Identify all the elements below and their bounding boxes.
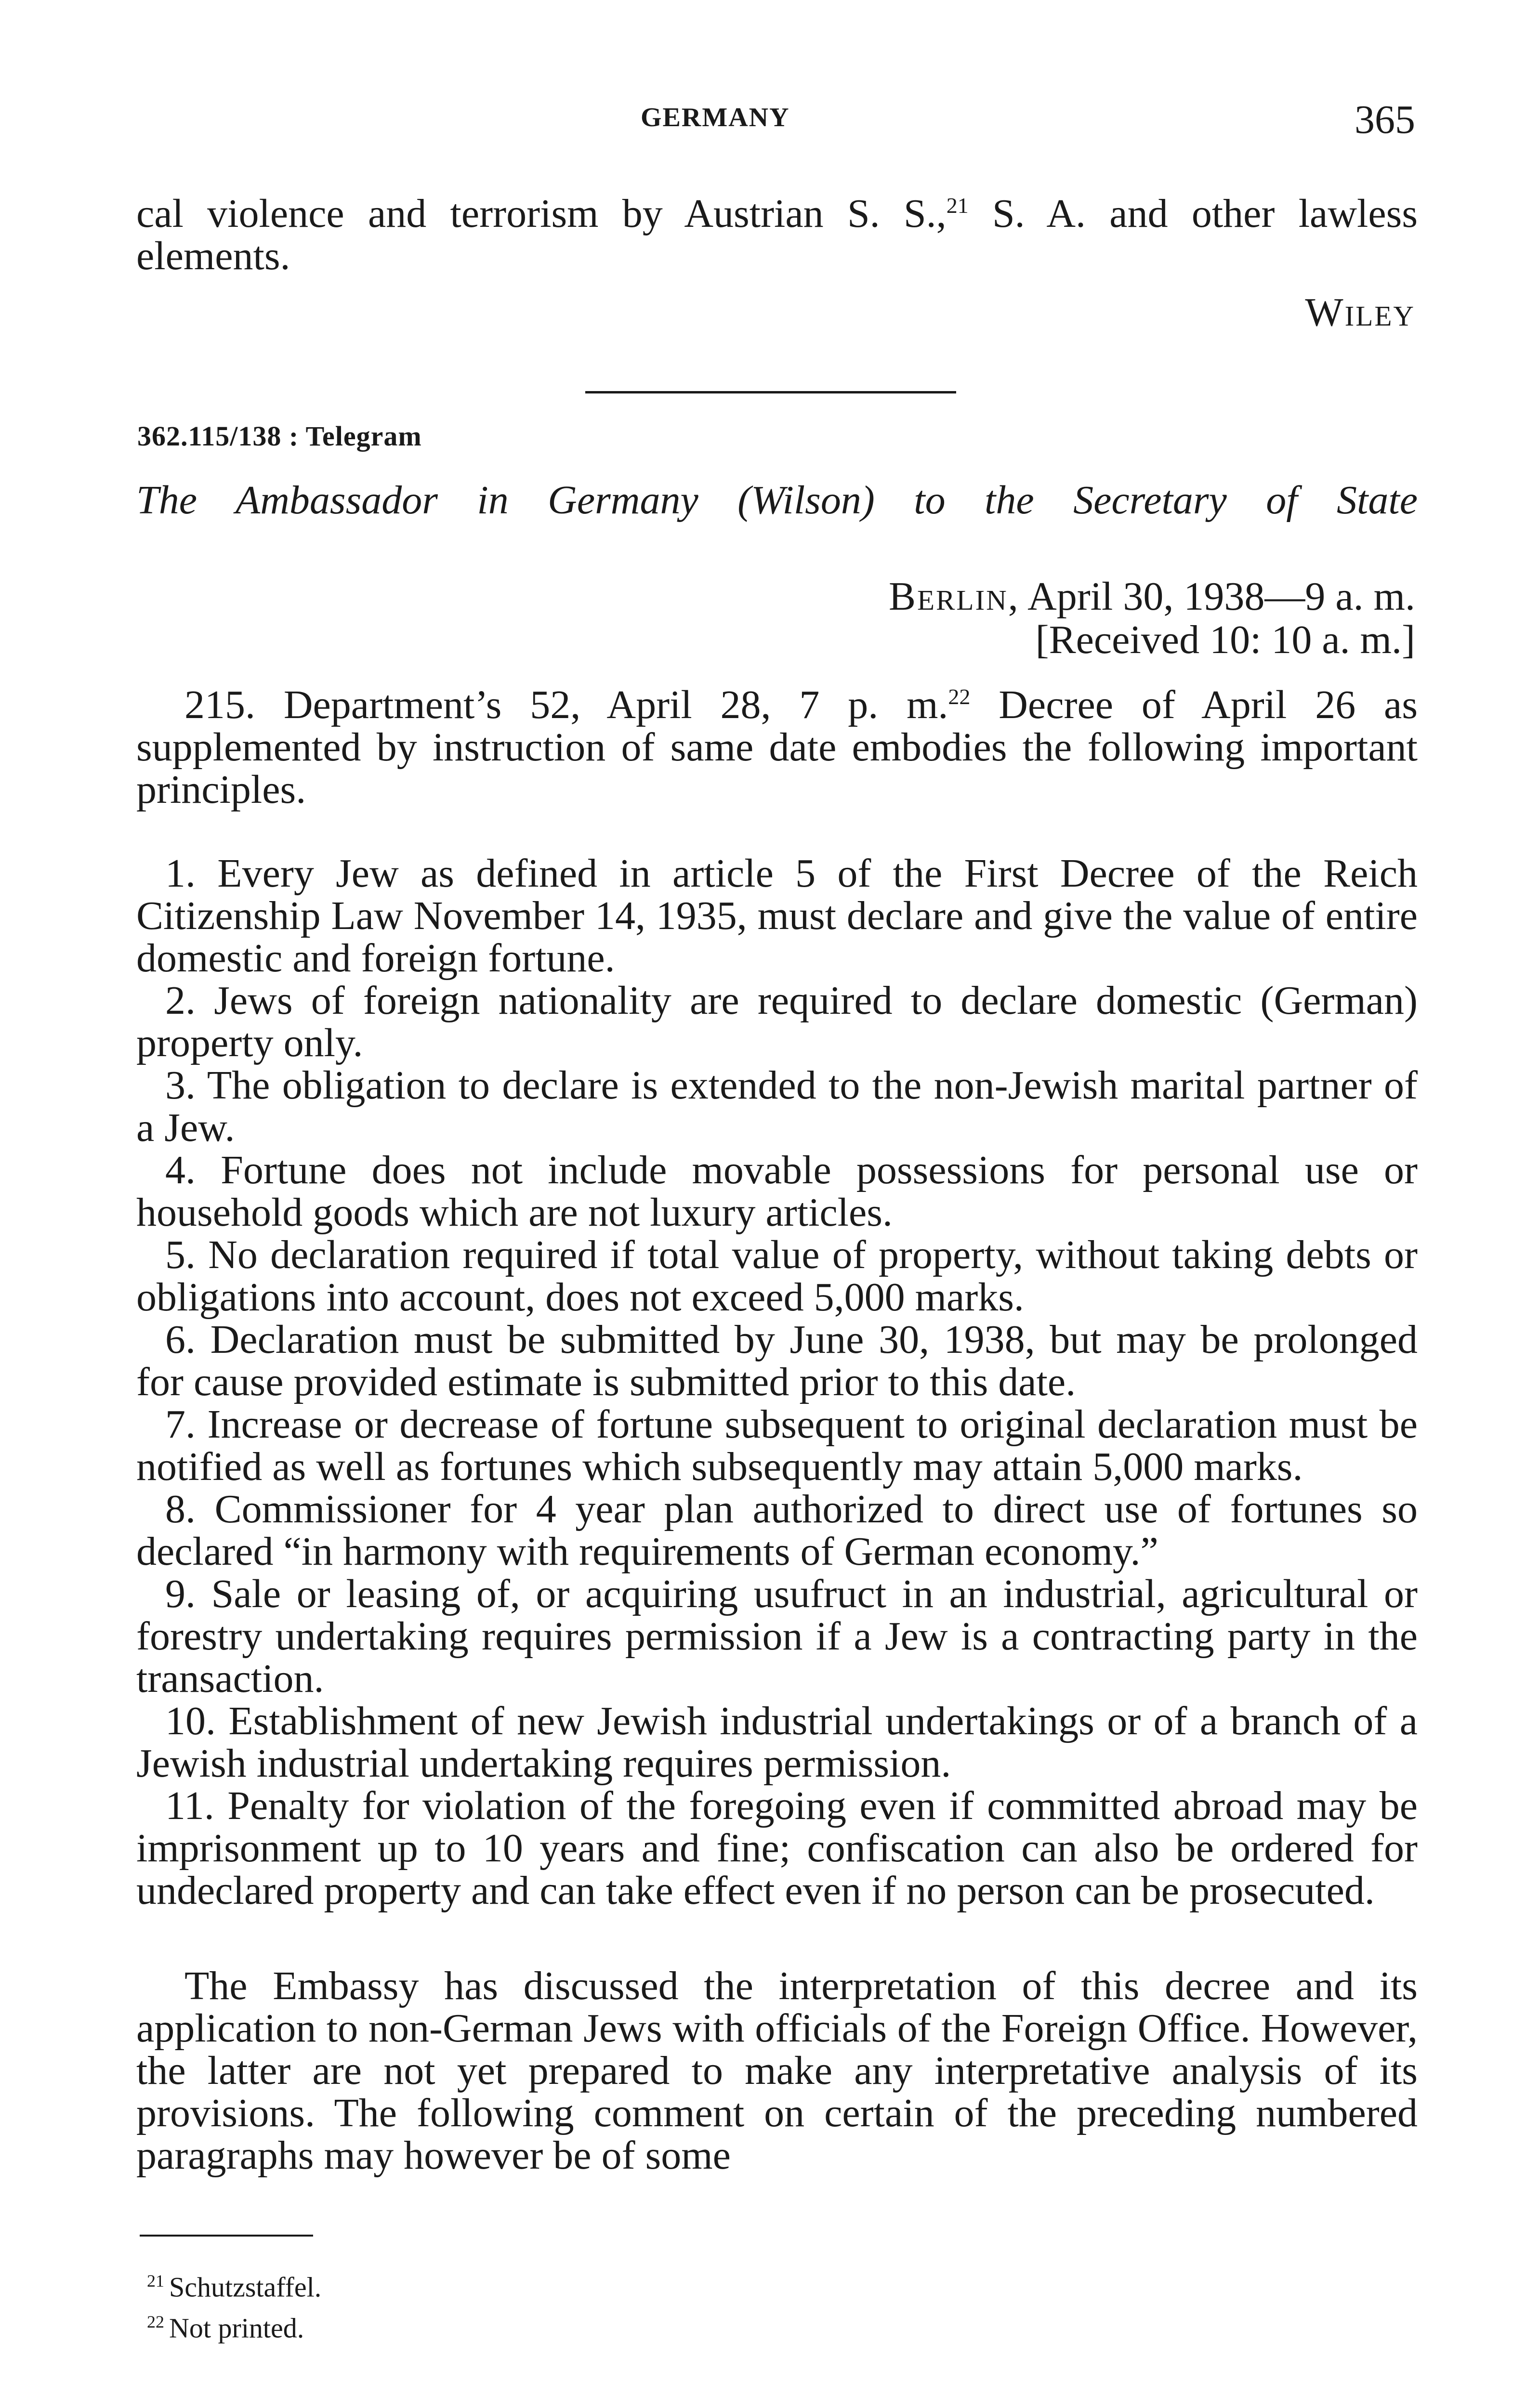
principle-item: 4. Fortune does not include movable possessions for personal use or household goods which are not luxury articles. [136, 1148, 1418, 1235]
city: Berlin, [888, 574, 1020, 619]
principle-item: 2. Jews of foreign nationality are required to declare domestic (German) property only. [136, 978, 1418, 1065]
footnote [137, 2264, 321, 2304]
principle-item: 9. Sale or leasing of, or acquiring usufruct in an industrial, agricultural or forestry undertaking requires permission if a Jew is a contracting party in the transaction. [136, 1571, 1418, 1701]
footnote-ref-22: 22 [948, 684, 971, 709]
place-date-line [889, 573, 1415, 620]
opening-text: cal violence and terrorism by Austrian S. S., [136, 191, 947, 236]
principle-item: 8. Commissioner for 4 year plan authorized to direct use of fortunes so declared “in harmony with requirements of German economy.” [136, 1487, 1418, 1574]
footnote-ref-21: 21 [946, 193, 969, 218]
footnote-mark: 21 [147, 2271, 164, 2290]
footnotes [137, 2264, 321, 2346]
principle-item: 6. Declaration must be submitted by June 30, 1938, but may be prolonged for cause provided estimate is submitted prior to this date. [136, 1317, 1418, 1404]
footnote [137, 2304, 321, 2345]
intro-text-cont: Decree of April 26 as supplemented by instruction of same date embodies the following important principles. [136, 682, 1418, 812]
date-time: April 30, 1938—9 a. m. [1019, 574, 1415, 619]
footnote-text: Schutzstaffel. [169, 2271, 322, 2303]
signature: Wiley [1305, 290, 1415, 335]
intro-paragraph [136, 684, 1418, 811]
intro-text: 215. Department’s 52, April 28, 7 p. m. [184, 682, 948, 727]
footnote-divider [140, 2235, 313, 2237]
running-head: GERMANY [641, 103, 790, 132]
section-divider [585, 391, 956, 393]
principle-item: 10. Establishment of new Jewish industrial undertakings or of a branch of a Jewish industrial undertaking requires permission. [136, 1699, 1418, 1786]
principle-item: 1. Every Jew as defined in article 5 of the First Decree of the Reich Citizenship Law November 14, 1935, must declare and give the value of entire domestic and foreign fortune. [136, 851, 1418, 981]
received-line: [Received 10: 10 a. m.] [1035, 617, 1415, 662]
page-number: 365 [1355, 97, 1415, 142]
principle-item: 3. The obligation to declare is extended to the non-Jewish marital partner of a Jew. [136, 1063, 1418, 1150]
principles-list [136, 852, 1418, 1912]
opening-text-cont: S. A. and other lawless elements. [136, 191, 1418, 278]
principle-item: 11. Penalty for violation of the foregoing even if committed abroad may be imprisonment up to 10 years and fine; confiscation can also be ordered for undeclared property and can take effect even if no person can be prosecuted. [136, 1783, 1418, 1913]
principle-item: 5. No declaration required if total value of property, without taking debts or obligations into account, does not exceed 5,000 marks. [136, 1232, 1418, 1320]
opening-paragraph [136, 193, 1418, 277]
principle-item: 7. Increase or decrease of fortune subsequent to original declaration must be notified as well as fortunes which subsequently may attain 5,000 marks. [136, 1402, 1418, 1489]
document-heading: The Ambassador in Germany (Wilson) to the Secretary of State [136, 478, 1418, 523]
file-reference: 362.115/138 : Telegram [137, 420, 422, 452]
footnote-text: Not printed. [169, 2312, 304, 2344]
footnote-mark: 22 [147, 2312, 164, 2332]
closing-paragraph: The Embassy has discussed the interpretation of this decree and its application to non-German Jews with officials of the Foreign Office. However, the latter are not yet prepared to make any interpretative analysis of its provisions. The following comment on certain of the preceding numbered paragraphs may however be of some [136, 1963, 1418, 2178]
